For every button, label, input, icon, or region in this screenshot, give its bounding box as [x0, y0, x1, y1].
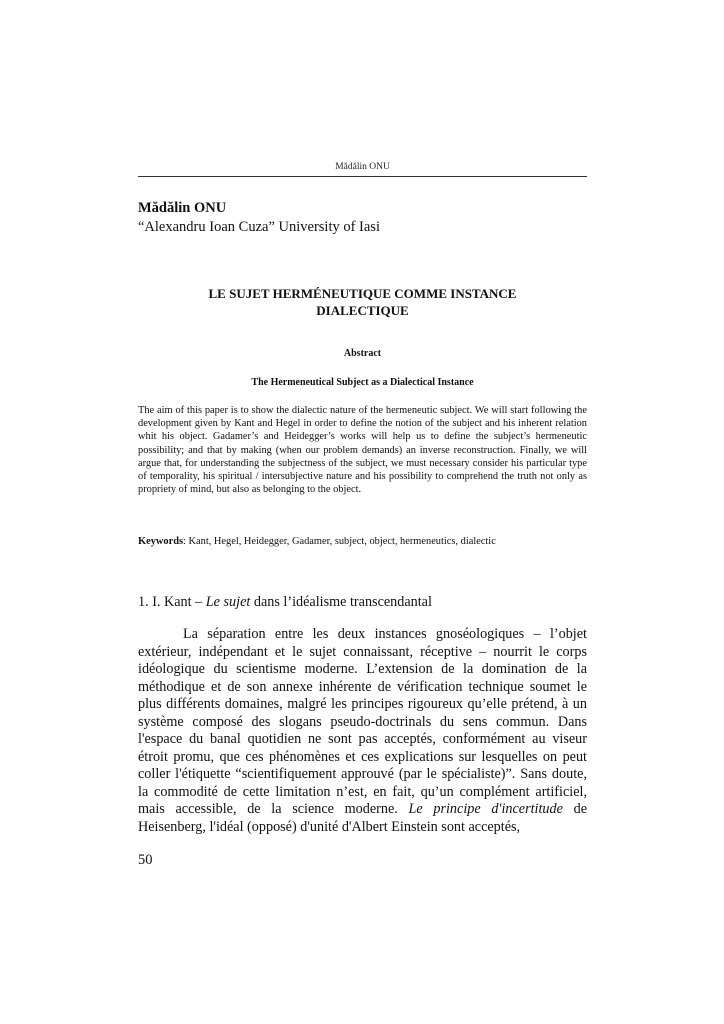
body-text-italic: Le principe d'incertitude [408, 801, 563, 817]
section-heading-italic: Le sujet [205, 594, 251, 610]
abstract-heading: Abstract [343, 348, 382, 359]
paper-title-line-1: LE SUJET HERMÉNEUTIQUE COMME INSTANCE [208, 286, 517, 301]
author-affiliation: “Alexandru Ioan Cuza” University of Iasi [138, 219, 380, 235]
section-heading-prefix: 1. I. Kant – [138, 594, 206, 610]
body-paragraph [138, 626, 587, 836]
running-head: Mădălin ONU [335, 162, 390, 172]
paper-title-line-2: DIALECTIQUE [316, 303, 409, 318]
section-heading-suffix: dans l’idéalisme transcendantal [250, 594, 432, 610]
abstract-subtitle: The Hermeneutical Subject as a Dialectical Instance [251, 377, 474, 388]
keywords [138, 535, 587, 548]
keywords-label: Keywords [138, 536, 184, 547]
body-text-part-2: de Heisenberg, l'idéal (opposé) d'unité d'Albert Einstein sont acceptés, [138, 801, 587, 835]
author-name: Mădălin ONU [138, 200, 227, 216]
abstract-text: The aim of this paper is to show the dialectic nature of the hermeneutic subject. We will start following the development given by Kant and Hegel in order to define the notion of the subject and his inherent relation whit his object. Gadamer’s and Heidegger’s works will help us to define the subject’s hermeneutic possibility; and that by making (when our problem demands) an inverse reconstruction. Finally, we will argue that, for understanding the subjectness of the subject, we must necessary consider his particular type of temporality, his spiritual / intersubjective nature and his possibility to comprehend the truth not only as propriety of mind, but also as belonging to the object. [138, 405, 587, 496]
header-rule [138, 176, 587, 177]
paper-title [138, 285, 587, 319]
author-block [138, 199, 380, 237]
body-text-part-1: La séparation entre les deux instances gnoséologiques – l’objet extérieur, indépendant et le sujet connaissant, réceptive – nourrit le corps idéologique du scientisme moderne. L’extension de la domination de la méthodique et de son annexe inhérente de vérification technique soumet le plus différents domaines, malgré les principes rigoureux qu’elle prétend, à un système composé des slogans pseudo-doctrinals du sens commun. Dans l'espace du banal quotidien ne sont pas acceptés, conformément au viseur étroit promu, que ces phénomènes et ces explications sur lesquelles on peut coller l'étiquette “scientifiquement approuvé (par le spécialiste)”. Sans doute, la commodité de cette limitation n’est, en fait, qu’un complément artificiel, mais accessible, de la science moderne. [138, 626, 587, 817]
keywords-list: : Kant, Hegel, Heidegger, Gadamer, subject, object, hermeneutics, dialectic [183, 536, 496, 547]
page-number: 50 [138, 852, 153, 868]
section-heading [138, 593, 587, 611]
